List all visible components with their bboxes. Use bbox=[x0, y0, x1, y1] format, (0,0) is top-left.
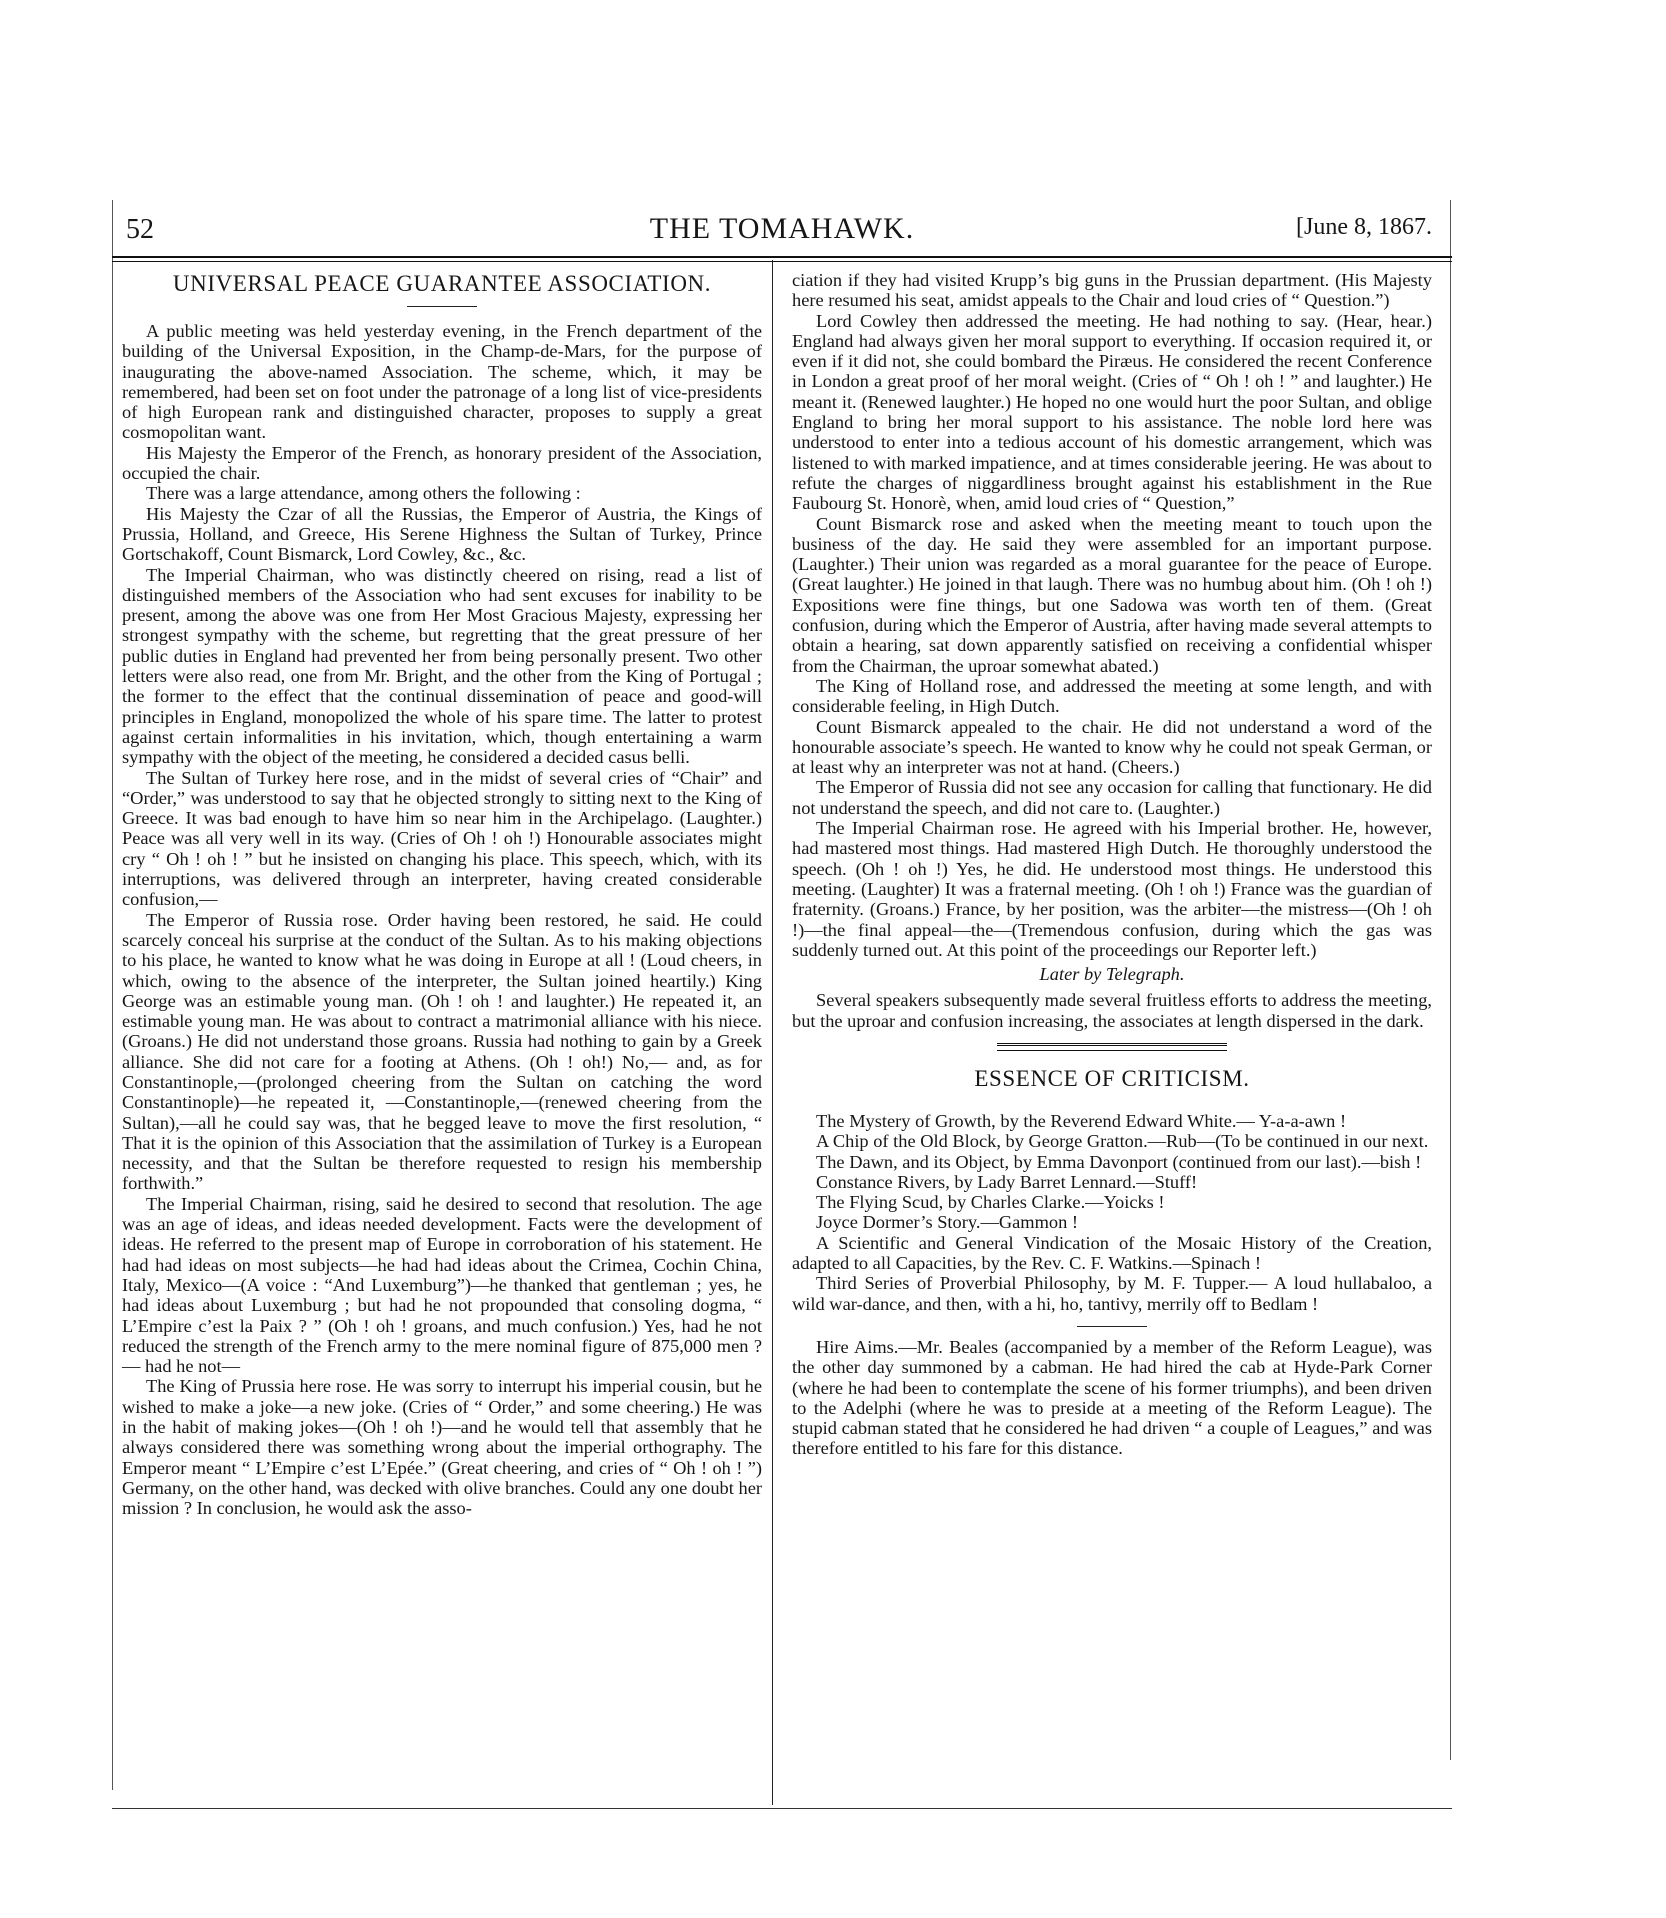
criticism-item: The Dawn, and its Object, by Emma Davonport (continued from our last).—bish ! bbox=[816, 1151, 1422, 1172]
article-paragraph: A public meeting was held yesterday evening, in the French department of the building of the Universal Exposition, in the Champ-de-Mars, for the purpose of inaugurating the above-named Association. The scheme, which, it may be remembered, had been set on foot under the patronage of a long list of vice-presidents of high European rank and distinguished character, proposes to supply a great cosmopolitan want. bbox=[122, 321, 762, 443]
article-paragraph: ciation if they had visited Krupp’s big guns in the Prussian department. (His Majesty here resumed his seat, amidst appeals to the Chair and loud cries of “ Question.”) bbox=[792, 270, 1432, 311]
section-rule bbox=[997, 1043, 1227, 1051]
heading-rule bbox=[407, 306, 477, 307]
item-rule bbox=[1077, 1326, 1147, 1327]
criticism-item: The Mystery of Growth, by the Reverend Edward White.— Y-a-a-awn ! bbox=[816, 1110, 1347, 1131]
article-paragraph: The Emperor of Russia rose. Order having been restored, he said. He could scarcely conceal his surprise at the conduct of the Sultan. As to his making objections to his place, he wanted to know what he was doing in Europe at all ! (Loud cheers, in which, owing to the absence of the interpreter, the Sultan joined heartily.) King George was an estimable young man. (Oh ! oh ! and laughter.) He repeated it, an estimable young man. He was about to contract a matrimonial alliance with his niece. (Groans.) He did not understand those groans. Russia had nothing to gain by a Greek alliance. She did not care for a footing at Athens. (Oh ! oh!) No,— and, as for Constantinople,—(prolonged cheering from the Sultan on catching the word Constantinople)—he repeated it, —Constantinople,—(renewed cheering from the Sultan),—all he could say was, that he begged leave to move the first resolution, “ That it is the opinion of this Association that the assimilation of Turkey is a European necessity, and that the Sultan be therefore requested to resign his membership forthwith.” bbox=[122, 909, 762, 1194]
article-heading: UNIVERSAL PEACE GUARANTEE ASSOCIATION. bbox=[172, 271, 712, 296]
issue-date: [June 8, 1867. bbox=[1296, 214, 1432, 240]
article-paragraph: Count Bismarck appealed to the chair. He did not understand a word of the honourable associate’s speech. He wanted to know why he could not speak German, or at least why an interpreter was not at hand. (Cheers.) bbox=[792, 716, 1432, 778]
article-paragraph: The Imperial Chairman rose. He agreed with his Imperial brother. He, however, had mastered most things. Had mastered High Dutch. He thoroughly understood the speech. (Oh ! oh !) Yes, he did. He understood most things. He understood this meeting. (Laughter) It was a fraternal meeting. (Oh ! oh !) France was the guardian of fraternity. (Groans.) France, by her position, was the arbiter—the mistress—(Oh ! oh !)—the final appeal—the—(Tremendous confusion, during which the gas was suddenly turned out. At this point of the proceedings our Reporter left.) bbox=[792, 818, 1432, 960]
page-border-left bbox=[112, 200, 113, 1790]
article-paragraph: There was a large attendance, among others the following : bbox=[146, 483, 581, 504]
article-paragraph: His Majesty the Emperor of the French, as honorary president of the Association, occupied the chair. bbox=[122, 442, 762, 484]
criticism-item: Third Series of Proverbial Philosophy, by M. F. Tupper.— A loud hullabaloo, a wild war-dance, and then, with a hi, ho, tantivy, merrily off to Bedlam ! bbox=[792, 1273, 1432, 1314]
later-by-telegraph: Later by Telegraph. bbox=[1039, 964, 1185, 985]
criticism-item: Constance Rivers, by Lady Barret Lennard.—Stuff! bbox=[816, 1171, 1198, 1192]
article-paragraph: The Sultan of Turkey here rose, and in the midst of several cries of “Chair” and “Order,” was understood to say that he objected strongly to sitting next to the King of Greece. It was bad enough to have him so near him in the Archipelago. (Laughter.) Peace was all very well in its way. (Cries of Oh ! oh !) Honourable associates might cry “ Oh ! oh ! ” but he insisted on changing his place. This speech, which, with its interruptions, was delivered through an interpreter, having created considerable confusion,— bbox=[122, 767, 762, 910]
article-paragraph: His Majesty the Czar of all the Russias, the Emperor of Austria, the Kings of Prussia, Holland, and Greece, His Serene Highness the Sultan of Turkey, Prince Gortschakoff, Count Bismarck, Lord Cowley, &c., &c. bbox=[122, 503, 762, 565]
criticism-item: A Chip of the Old Block, by George Gratton.—Rub—(To be continued in our next. bbox=[816, 1131, 1429, 1152]
article-paragraph: The Imperial Chairman, who was distinctly cheered on rising, read a list of distinguished members of the Association who had sent excuses for inability to be present, among the above was one from Her Most Gracious Majesty, expressing her strongest sympathy with the scheme, but regretting that the great pressure of her public duties in England had prevented her from being personally present. Two other letters were also read, one from Mr. Bright, and the other from the King of Portugal ; the former to the effect that the continual dissemination of peace and good-will principles in England, monopolized the whole of his spare time. The latter to protest against certain informalities in his invitation, which, though entertaining a warm sympathy with the object of the meeting, he considered a decided casus belli. bbox=[122, 564, 762, 768]
article-paragraph: The Imperial Chairman, rising, said he desired to second that resolution. The age was an age of ideas, and ideas needed development. Facts were the development of ideas. He referred to the present map of Europe in corroboration of his statement. He had had ideas on most subjects—he had had ideas about the Crimea, Cochin China, Italy, Mexico—(A voice : “And Luxemburg”)—he thanked that gentleman ; yes, he had ideas about Luxemburg ; but had he not propounded that consoling dogma, “ L’Empire c’est la Paix ? ” (Oh ! oh ! groans, and much confusion.) Yes, had he not reduced the strength of the French army to the mere nominal figure of 875,000 men ?— had he not— bbox=[122, 1193, 762, 1377]
section-heading: ESSENCE OF CRITICISM. bbox=[974, 1065, 1250, 1091]
newspaper-page bbox=[112, 200, 1452, 1840]
publication-title: THE TOMAHAWK. bbox=[649, 212, 915, 245]
page-number: 52 bbox=[126, 214, 154, 245]
article-paragraph: Count Bismarck rose and asked when the meeting meant to touch upon the business of the day. He said they were assembled for an important purpose. (Laughter.) Their union was regarded as a moral guarantee for the peace of Europe. (Great laughter.) He joined in that laugh. There was no humbug about him. (Oh ! oh !) Expositions were fine things, but one Sadowa was worth ten of them. (Great confusion, during which the Emperor of Austria, after having made several attempts to obtain a hearing, sat down apparently satisfied on receiving a confidential whisper from the Chairman, the uproar somewhat abated.) bbox=[792, 513, 1432, 676]
bottom-rule bbox=[112, 1808, 1452, 1809]
article-paragraph: The King of Prussia here rose. He was sorry to interrupt his imperial cousin, but he wished to make a joke—a new joke. (Cries of “ Order,” and some cheering.) He was in the habit of making jokes—(Oh ! oh !)—and he would tell that assembly that he always considered there was something wrong about the imperial orthography. The Emperor meant “ L’Empire c’est L’Epée.” (Great cheering, and cries of “ Oh ! oh ! ”) Germany, on the other hand, was decked with olive branches. Could any one doubt her mission ? In conclusion, he would ask the asso- bbox=[122, 1376, 762, 1519]
column-divider bbox=[772, 260, 773, 1805]
article-paragraph: Lord Cowley then addressed the meeting. He had nothing to say. (Hear, hear.) England had always given her moral support to everything. If occasion required it, or even if it did not, she could bombard the Piræus. He considered the recent Conference in London a great proof of her moral weight. (Cries of “ Oh ! oh ! ” and laughter.) He meant it. (Renewed laughter.) He hoped no one would hurt the poor Sultan, and oblige England to bring her moral support to his assistance. The noble lord here was understood to enter into a tedious account of his domestic arrangement, which was listened to with marked impatience, and at times considerable jeering. He was about to refute the charges of niggardliness brought against his establishment in the Rue Faubourg St. Honorè, when, amid loud cries of “ Question,” bbox=[792, 310, 1432, 514]
page-border-right bbox=[1450, 200, 1451, 1760]
right-column bbox=[792, 270, 1432, 1459]
masthead bbox=[112, 200, 1452, 256]
closing-paragraph: Several speakers subsequently made several fruitless efforts to address the meeting, but the uproar and confusion increasing, the associates at length dispersed in the dark. bbox=[792, 990, 1432, 1031]
left-column bbox=[122, 270, 762, 1519]
criticism-item: A Scientific and General Vindication of the Mosaic History of the Creation, adapted to all Capacities, by the Rev. C. F. Watkins.—Spinach ! bbox=[792, 1232, 1432, 1274]
hire-aims-paragraph: Hire Aims.—Mr. Beales (accompanied by a member of the Reform League), was the other day summoned by a cabman. He had hired the cab at Hyde-Park Corner (where he had been to contemplate the scene of his former triumphs), and been driven to the Adelphi (where he was to preside at a meeting of the Reform League). The stupid cabman stated that he considered he had driven “ a couple of Leagues,” and was therefore entitled to his fare for this distance. bbox=[792, 1336, 1432, 1459]
masthead-rule bbox=[112, 256, 1452, 262]
criticism-item: Joyce Dormer’s Story.—Gammon ! bbox=[816, 1212, 1079, 1233]
article-paragraph: The Emperor of Russia did not see any occasion for calling that functionary. He did not understand the speech, and did not care to. (Laughter.) bbox=[792, 777, 1432, 818]
article-paragraph: The King of Holland rose, and addressed the meeting at some length, and with considerable feeling, in High Dutch. bbox=[792, 675, 1432, 717]
criticism-item: The Flying Scud, by Charles Clarke.—Yoicks ! bbox=[816, 1192, 1165, 1213]
